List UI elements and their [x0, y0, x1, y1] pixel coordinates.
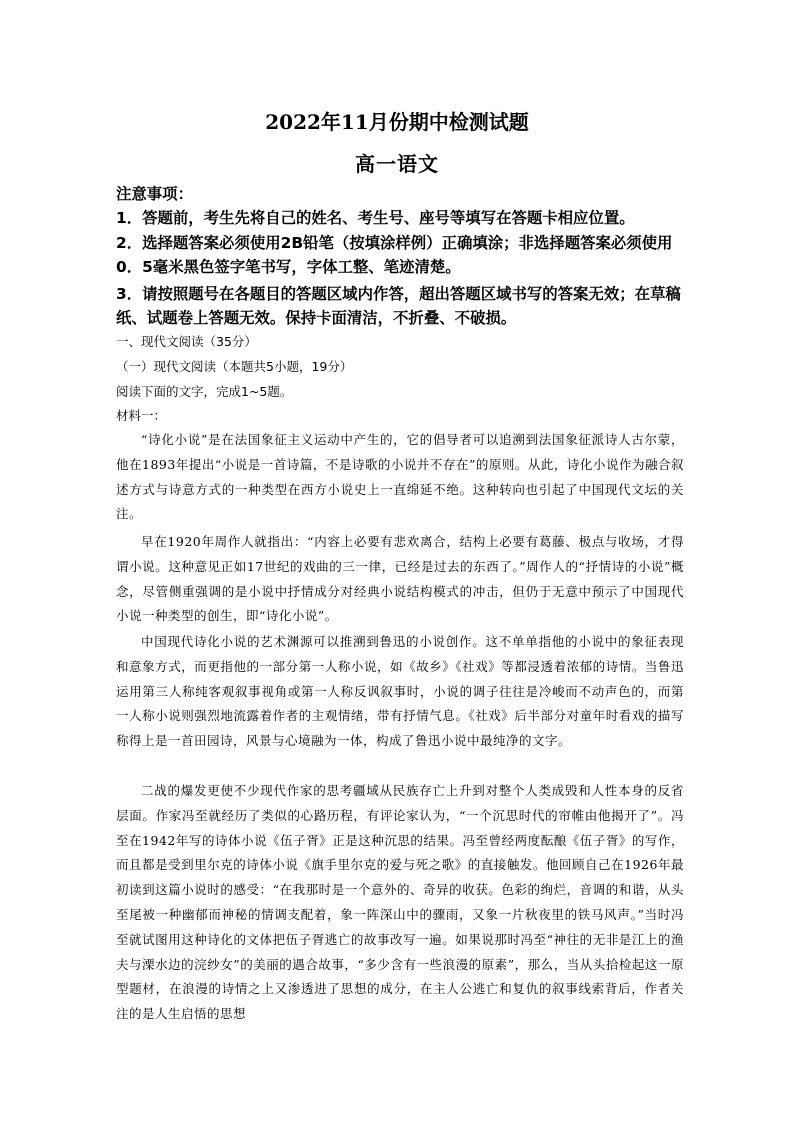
passage-paragraph: 中国现代诗化小说的艺术渊源可以推溯到鲁迅的小说创作。这不单单指他的小说中的象征表现和意象方式，而更指他的一部分第一人称小说，如《故乡》《社戏》等都浸透着浓郁的诗情。当鲁迅运用第三人称纯客观叙事视角或第一人称反讽叙事时，小说的调子往往是冷峻而不动声色的，而第一人称小说则强烈地流露着作者的主观情绪，带有抒情气息。《社戏》后半部分对童年时看戏的描写称得上是一首田园诗，风景与心境融为一体，构成了鲁迅小说中最纯净的文字。 [116, 634, 684, 749]
notice-item: 1．答题前，考生先将自己的姓名、考生号、座号等填写在答题卡相应位置。 [116, 209, 635, 227]
exam-subject: 高一语文 [355, 152, 439, 176]
notice-item: 2．选择题答案必须使用2B铅笔（按填涂样例）正确填涂；非选择题答案必须使用0．5毫米黑色签字笔书写，字体工整、笔迹清楚。 [116, 234, 673, 276]
notice-heading: 注意事项： [116, 185, 193, 203]
passage-paragraph: “诗化小说”是在法国象征主义运动中产生的，它的倡导者可以追溯到法国象征派诗人古尔蒙，他在1893年提出“小说是一首诗篇，不是诗歌的小说并不存在”的原则。从此，诗化小说作为融合叙述方式与诗意方式的一种类型在西方小说史上一直绵延不绝。这种转向也引起了中国现代文坛的关注。 [116, 432, 684, 522]
passage-paragraph: 早在1920年周作人就指出：“内容上必要有悲欢离合，结构上必要有葛藤、极点与收场，才得谓小说。这种意见正如17世纪的戏曲的三一律，已经是过去的东西了。”周作人的“抒情诗的小说”概念，尽管侧重强调的是小说中抒情成分对经典小说结构模式的冲击，但仍于无意中预示了中国现代小说一种类型的创生，即“诗化小说”。 [116, 534, 684, 624]
section-heading: 一、现代文阅读（35分） [116, 334, 257, 349]
material-label: 材料一： [116, 408, 167, 423]
notice-item: 3．请按照题号在各题目的答题区域内作答，超出答题区域书写的答案无效；在草稿纸、试题卷上答题无效。保持卡面清洁，不折叠、不破损。 [116, 285, 681, 327]
reading-instruction: 阅读下面的文字，完成1~5题。 [116, 384, 293, 399]
passage-paragraph: 二战的爆发更使不少现代作家的思考疆域从民族存亡上升到对整个人类成毁和人性本身的反省层面。作家冯至就经历了类似的心路历程，有评论家认为，“一个沉思时代的帘帷由他揭开了”。冯至在1942年写的诗体小说《伍子胥》正是这种沉思的结果。冯至曾经两度酝酿《伍子胥》的写作，而且都是受到里尔克的诗体小说《旗手里尔克的爱与死之歌》的直接触发。他回顾自己在1926年最初读到这篇小说时的感受：“在我那时是一个意外的、奇异的收获。色彩的绚烂，音调的和谐，从头至尾被一种幽郁而神秘的情调支配着，象一阵深山中的骤雨，又象一片秋夜里的铁马风声。”当时冯至就试图用这种诗化的文体把伍子胥逃亡的故事改写一遍。如果说那时冯至“神往的无非是江上的渔夫与溧水边的浣纱女”的美丽的遇合故事，“多少含有一些浪漫的原素”，那么，当从头拾检起这一原型题材，在浪漫的诗情之上又渗透进了思想的成分，在主人公逃亡和复仇的叙事线索背后，作者关注的是人生启悟的思想 [116, 783, 684, 1022]
exam-title: 2022年11月份期中检测试题 [265, 110, 529, 134]
section-subheading: （一）现代文阅读（本题共5小题，19分） [116, 359, 353, 374]
